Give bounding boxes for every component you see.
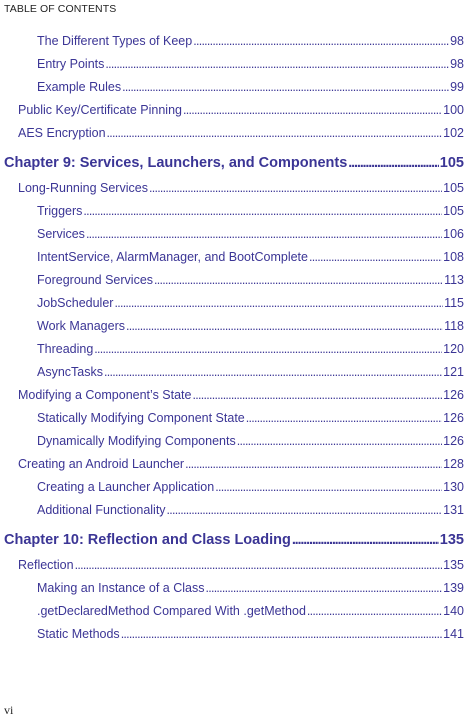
toc-entry[interactable] xyxy=(18,457,464,471)
toc-entry[interactable] xyxy=(37,480,464,494)
toc-entry-page: 118 xyxy=(444,319,464,333)
toc-entry-page: 113 xyxy=(444,273,464,287)
toc-entry-page: 105 xyxy=(439,155,464,171)
toc-entry-page: 105 xyxy=(443,181,464,195)
toc-entry-title: Additional Functionality xyxy=(37,503,166,517)
toc-entry[interactable] xyxy=(18,126,464,140)
toc-entry-page: 135 xyxy=(443,558,464,572)
toc-entry-title: Public Key/Certificate Pinning xyxy=(18,103,182,117)
toc-entry-title: Statically Modifying Component State xyxy=(37,411,245,425)
toc-entry-title: Example Rules xyxy=(37,80,122,94)
toc-entry-title: JobScheduler xyxy=(37,296,114,310)
toc-entry[interactable] xyxy=(37,342,464,356)
toc-entry-page: 141 xyxy=(443,627,464,641)
dot-leader xyxy=(83,204,442,218)
toc-entry-title: AES Encryption xyxy=(18,126,106,140)
toc-entry-page: 140 xyxy=(443,604,464,618)
toc-chapter[interactable] xyxy=(4,155,464,171)
toc-entry-page: 99 xyxy=(450,80,464,94)
dot-leader xyxy=(114,296,443,310)
toc-entry[interactable] xyxy=(37,57,464,71)
toc-entry-title: Chapter 10: Reflection and Class Loading xyxy=(4,532,291,548)
toc-entry[interactable] xyxy=(37,80,464,94)
toc-entry-title: Making an Instance of a Class xyxy=(37,581,205,595)
toc-entry[interactable] xyxy=(37,365,464,379)
toc-entry-page: 135 xyxy=(439,532,464,548)
toc-entry-page: 126 xyxy=(443,388,464,402)
toc-entry-page: 98 xyxy=(450,34,464,48)
dot-leader xyxy=(167,503,443,517)
dot-leader xyxy=(107,126,443,140)
toc-entry[interactable] xyxy=(18,181,464,195)
toc-entry[interactable] xyxy=(37,250,464,264)
toc-entry-title: Modifying a Component’s State xyxy=(18,388,192,402)
toc-entry-title: Reflection xyxy=(18,558,74,572)
toc-entry-page: 105 xyxy=(443,204,464,218)
dot-leader xyxy=(246,411,442,425)
dot-leader xyxy=(86,227,442,241)
dot-leader xyxy=(309,250,442,264)
toc-entry-title: Static Methods xyxy=(37,627,120,641)
toc-entry-page: 102 xyxy=(443,126,464,140)
toc-entry-page: 131 xyxy=(443,503,464,517)
running-head: TABLE OF CONTENTS xyxy=(4,3,117,15)
toc-entry-title: Creating a Launcher Application xyxy=(37,480,215,494)
toc-entry-title: Foreground Services xyxy=(37,273,154,287)
toc-entry[interactable] xyxy=(37,581,464,595)
dot-leader xyxy=(149,181,442,195)
toc-entry-page: 115 xyxy=(444,296,464,310)
dot-leader xyxy=(307,604,442,618)
dot-leader xyxy=(121,627,442,641)
toc-entry-title: Entry Points xyxy=(37,57,105,71)
dot-leader xyxy=(185,457,442,471)
toc-entry[interactable] xyxy=(37,204,464,218)
dot-leader xyxy=(292,532,439,548)
toc-entry[interactable] xyxy=(37,503,464,517)
toc-entry-title: .getDeclaredMethod Compared With .getMethod xyxy=(37,604,306,618)
toc-entry-page: 126 xyxy=(443,411,464,425)
toc-entry[interactable] xyxy=(37,227,464,241)
toc-entry-title: The Different Types of Keep xyxy=(37,34,193,48)
toc-entry-title: IntentService, AlarmManager, and BootComplete xyxy=(37,250,308,264)
toc-entry[interactable] xyxy=(37,273,464,287)
toc-chapter[interactable] xyxy=(4,532,464,548)
toc-entry[interactable] xyxy=(37,296,464,310)
toc-entry-page: 100 xyxy=(443,103,464,117)
toc-entry[interactable] xyxy=(18,388,464,402)
toc-entry-page: 108 xyxy=(443,250,464,264)
toc-entry[interactable] xyxy=(37,411,464,425)
toc-entry[interactable] xyxy=(37,604,464,618)
toc-entry-title: Threading xyxy=(37,342,94,356)
toc-entry-title: Creating an Android Launcher xyxy=(18,457,185,471)
dot-leader xyxy=(104,365,442,379)
toc-entry-title: Long-Running Services xyxy=(18,181,148,195)
toc-entry[interactable] xyxy=(37,627,464,641)
dot-leader xyxy=(205,581,442,595)
dot-leader xyxy=(215,480,442,494)
dot-leader xyxy=(183,103,442,117)
dot-leader xyxy=(126,319,443,333)
dot-leader xyxy=(348,155,439,171)
toc-entry-page: 106 xyxy=(443,227,464,241)
dot-leader xyxy=(94,342,442,356)
dot-leader xyxy=(154,273,443,287)
toc-entry[interactable] xyxy=(37,34,464,48)
toc-entry-title: Dynamically Modifying Components xyxy=(37,434,236,448)
dot-leader xyxy=(237,434,442,448)
toc-entry[interactable] xyxy=(18,103,464,117)
dot-leader xyxy=(75,558,443,572)
toc-entry-page: 120 xyxy=(443,342,464,356)
toc-entry-page: 126 xyxy=(443,434,464,448)
toc-entry-page: 98 xyxy=(450,57,464,71)
toc-entry[interactable] xyxy=(18,558,464,572)
toc-entry[interactable] xyxy=(37,434,464,448)
dot-leader xyxy=(105,57,449,71)
toc-entry-title: Chapter 9: Services, Launchers, and Components xyxy=(4,155,348,171)
toc-entry[interactable] xyxy=(37,319,464,333)
toc-entry-title: Work Managers xyxy=(37,319,125,333)
toc-entry-title: AsyncTasks xyxy=(37,365,103,379)
toc-entry-title: Services xyxy=(37,227,85,241)
toc-entry-page: 130 xyxy=(443,480,464,494)
page-number: vi xyxy=(4,703,14,717)
dot-leader xyxy=(192,388,442,402)
dot-leader xyxy=(122,80,449,94)
dot-leader xyxy=(193,34,449,48)
toc-entry-page: 139 xyxy=(443,581,464,595)
toc-entry-title: Triggers xyxy=(37,204,83,218)
toc-entry-page: 128 xyxy=(443,457,464,471)
toc-entry-page: 121 xyxy=(443,365,464,379)
